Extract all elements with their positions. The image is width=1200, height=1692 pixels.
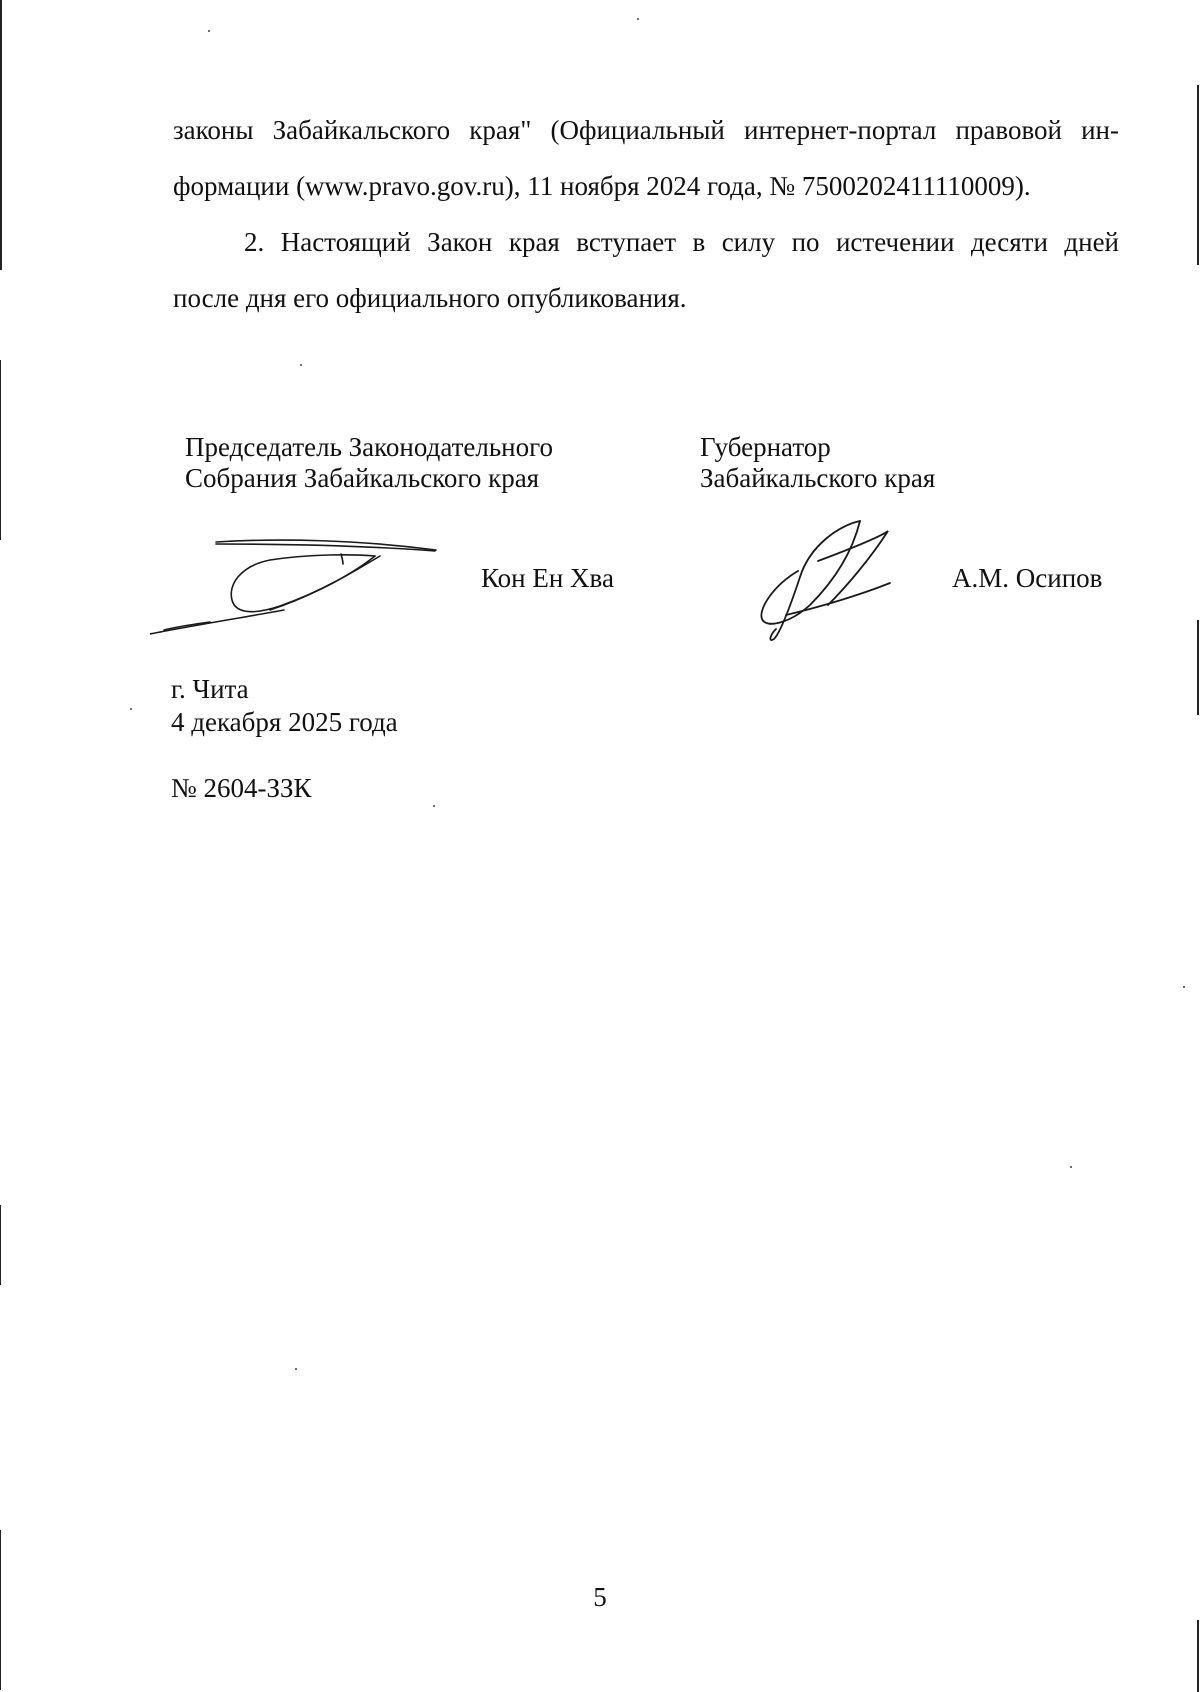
scan-speck [295, 1368, 297, 1370]
left-signatory-title [185, 432, 553, 494]
scan-edge-right-top [1197, 85, 1199, 265]
date: 4 декабря 2025 года [171, 707, 398, 737]
scan-edge-left-low [0, 1205, 1, 1285]
scan-speck [1070, 1166, 1072, 1168]
paragraph-1-line-2: формации (www.pravo.gov.ru), 11 ноября 2024 года, № 7500202411110009). [173, 171, 1031, 201]
right-title-line-1: Губернатор [700, 432, 831, 462]
left-title-line-1: Председатель Законодательного [185, 432, 554, 462]
left-signatory-name: Кон Ен Хва [481, 563, 614, 593]
scan-edge-right-mid [1197, 620, 1199, 715]
scan-edge-right-bottom [1197, 1620, 1199, 1692]
place-and-date [171, 673, 398, 739]
place: г. Чита [171, 674, 249, 704]
page-number: 5 [593, 1582, 607, 1612]
scan-speck [208, 30, 210, 32]
scan-speck [433, 805, 435, 807]
left-signature-image [150, 530, 450, 650]
left-title-line-2: Собрания Забайкальского края [185, 463, 540, 493]
scan-speck [1183, 986, 1185, 988]
paragraph-1 [173, 102, 1119, 214]
scan-speck [130, 708, 132, 710]
right-signatory-name: А.М. Осипов [952, 563, 1103, 593]
right-signature-image [750, 515, 910, 645]
right-title-line-2: Забайкальского края [700, 463, 936, 493]
scan-speck [637, 18, 639, 20]
scan-edge-left-mid [0, 360, 1, 540]
right-signatory-title [700, 432, 935, 494]
paragraph-1-line-1: законы Забайкальского края" (Официальный интернет-портал правовой ин- [173, 115, 1119, 145]
scan-speck [300, 364, 302, 366]
paragraph-2-line-1: 2. Настоящий Закон края вступает в силу по истечении десяти дней [244, 227, 1119, 257]
paragraph-2-line-2: после дня его официального опубликования. [173, 283, 687, 313]
paragraph-2 [173, 214, 1119, 326]
law-number: № 2604-ЗЗК [171, 773, 312, 803]
scan-edge-left-top [0, 0, 2, 270]
